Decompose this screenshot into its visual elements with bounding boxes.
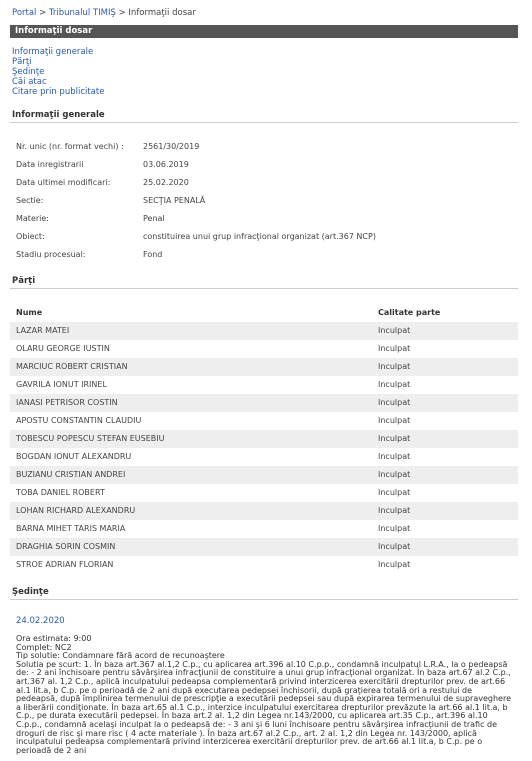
party-name: GAVRILA IONUT IRINEL [16, 380, 107, 389]
party-name: STROE ADRIAN FLORIAN [16, 560, 114, 569]
table-row [10, 520, 518, 538]
party-role: Inculpat [378, 344, 411, 353]
party-role: Inculpat [378, 362, 411, 371]
section-nav [12, 47, 104, 97]
info-value: Fond [143, 250, 163, 259]
table-row [10, 430, 518, 448]
party-name: LOHAN RICHARD ALEXANDRU [16, 506, 136, 515]
table-row [10, 502, 518, 520]
table-row [10, 484, 518, 502]
hearing-details [16, 635, 516, 755]
info-value: 2561/30/2019 [143, 142, 200, 151]
party-name: BUZIANU CRISTIAN ANDREI [16, 470, 126, 479]
breadcrumb-separator: > [39, 8, 47, 18]
info-value: SECŢIA PENALĂ [143, 196, 206, 205]
hearing-solution-summary: Solutia pe scurt: 1. În baza art.367 al.1,2 C.p., cu aplicarea art.396 al.10 C.p.p., condamnă inculpatul L.R.A., la o pedeapsă de: - 2 ani închisoare pentru săvârşirea infracţiunii de constituire a unui grup infracţional organizat. În baza art.67 al.2 C.p., art.367 al. 1,2 C.p., aplică inculpatului pedeapsa complementară privind interzicerea exercitării drepturilor prev. de art.66 al.1 lit.a, b C.p. pe o perioadă de 2 ani după executarea pedepsei închisorii, după graţierea totală ori a restului de pedeapsă, după împlinirea termenului de prescripţie a executării pedepsei sau după expirarea termenului de supraveghere a liberării condiţionate. În baza art.65 al.1 C.p., interzice inculpatului exercitarea drepturilor prevăzute la art.66 al.1 lit.a, b C.p., pe durata executării pedepsei. În baza art.2 al. 1,2 din Legea nr.143/2000, cu aplicarea art.35 C.p., art.396 al.10 C.p.p., condamnă acelaşi inculpat la o pedeapsă de: - 3 ani şi 6 luni închisoare pentru săvârşirea infracţiunii de trafic de droguri de risc şi mare risc ( 4 acte materiale ). În baza art.67 al.2 C.p., art. 2 al. 1,2 din Legea nr. 143/2000, aplică inculpatului pedeapsa complementară privind interzicerea exercitării drepturilor prev. de art.66 al.1 lit.a, b C.p. pe o perioadă de 2 ani [16, 659, 512, 755]
column-header-name: Nume [16, 308, 43, 317]
page-title-bar: Informaţii dosar [10, 25, 518, 38]
party-role: Inculpat [378, 470, 411, 479]
table-row [10, 376, 518, 394]
hearing-solution-type: Tip solutie: Condamnare fără acord de recunoaştere [16, 651, 225, 661]
table-row [10, 322, 518, 340]
party-name: TOBA DANIEL ROBERT [16, 488, 105, 497]
info-value: 25.02.2020 [143, 178, 189, 187]
info-row-data-inregistrarii [16, 160, 189, 169]
party-name: BARNA MIHET TARIS MARIA [16, 524, 126, 533]
info-label: Obiect: [16, 232, 45, 241]
party-role: Inculpat [378, 398, 411, 407]
column-header-role: Calitate parte [378, 308, 441, 317]
hearing-date: 24.02.2020 [16, 616, 65, 626]
table-row [10, 394, 518, 412]
info-row-materie [16, 214, 165, 223]
party-name: MARCIUC ROBERT CRISTIAN [16, 362, 128, 371]
info-row-stadiu [16, 250, 162, 259]
section-title-parti: Părţi [12, 276, 36, 286]
nav-link-parti[interactable]: Părţi [12, 57, 32, 67]
table-row [10, 340, 518, 358]
party-role: Inculpat [378, 524, 411, 533]
info-row-obiect [16, 232, 376, 241]
party-role: Inculpat [378, 506, 411, 515]
breadcrumb-tribunal-link[interactable]: Tribunalul TIMIŞ [48, 8, 116, 18]
party-role: Inculpat [378, 434, 411, 443]
hearing-time: Ora estimata: 9:00 [16, 634, 92, 643]
table-row [10, 538, 518, 556]
info-value: constituirea unui grup infracţional organizat (art.367 NCP) [143, 232, 376, 241]
info-label: Materie: [16, 214, 49, 223]
party-name: BOGDAN IONUT ALEXANDRU [16, 452, 132, 461]
section-divider [10, 599, 518, 600]
party-name: IANASI PETRISOR COSTIN [16, 398, 118, 407]
info-label: Stadiu procesual: [16, 250, 86, 259]
info-row-sectie [16, 196, 205, 205]
party-name: LAZAR MATEI [16, 326, 70, 335]
nav-link-citare[interactable]: Citare prin publicitate [12, 87, 105, 97]
parti-table-header [10, 305, 518, 321]
breadcrumb-separator: > [118, 8, 126, 18]
table-row [10, 448, 518, 466]
party-role: Inculpat [378, 416, 411, 425]
breadcrumb-portal-link[interactable]: Portal [12, 8, 37, 18]
party-name: TOBESCU POPESCU STEFAN EUSEBIU [16, 434, 165, 443]
nav-link-sedinte[interactable]: Şedinţe [12, 67, 45, 77]
party-role: Inculpat [378, 560, 411, 569]
party-role: Inculpat [378, 380, 411, 389]
info-row-nr-unic [16, 142, 199, 151]
nav-link-informatii-generale[interactable]: Informaţii generale [12, 47, 94, 57]
info-value: 03.06.2019 [143, 160, 189, 169]
section-divider [10, 122, 518, 123]
info-row-data-modificari [16, 178, 189, 187]
info-label: Sectie: [16, 196, 44, 205]
hearing-panel: Complet: NC2 [16, 642, 72, 652]
info-label: Data ultimei modificari: [16, 178, 111, 187]
party-name: OLARU GEORGE IUSTIN [16, 344, 110, 353]
party-role: Inculpat [378, 488, 411, 497]
section-divider [10, 288, 518, 289]
breadcrumb-current: Informaţii dosar [128, 8, 196, 18]
party-name: APOSTU CONSTANTIN CLAUDIU [16, 416, 142, 425]
party-role: Inculpat [378, 452, 411, 461]
table-row [10, 466, 518, 484]
info-label: Data inregistrarii [16, 160, 84, 169]
table-row [10, 358, 518, 376]
party-name: DRAGHIA SORIN COSMIN [16, 542, 116, 551]
table-row [10, 412, 518, 430]
section-title-sedinte: Şedinţe [12, 587, 49, 597]
party-role: Inculpat [378, 326, 411, 335]
nav-link-cai-atac[interactable]: Căi atac [12, 77, 47, 87]
party-role: Inculpat [378, 542, 411, 551]
info-value: Penal [143, 214, 165, 223]
table-row [10, 556, 518, 574]
info-label: Nr. unic (nr. format vechi) : [16, 142, 124, 151]
breadcrumb [12, 8, 196, 18]
section-title-general: Informaţii generale [12, 110, 105, 120]
